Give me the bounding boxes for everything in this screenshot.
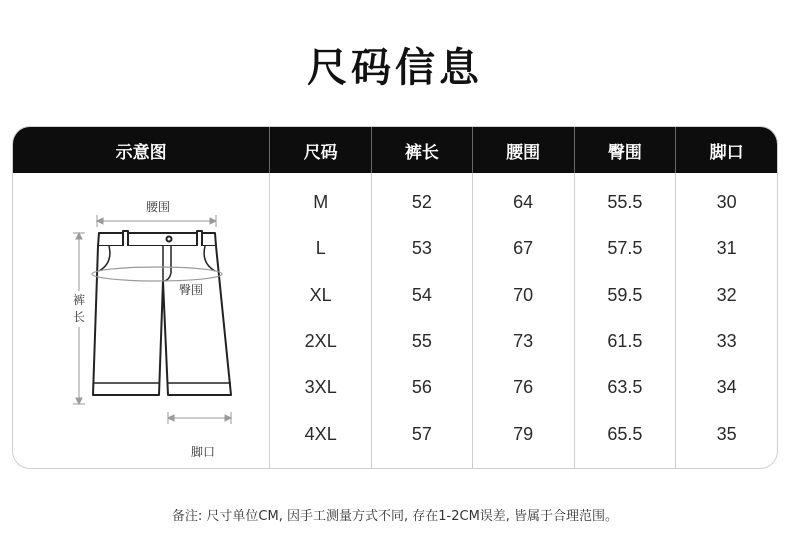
table-cell-hem: 32 bbox=[716, 285, 737, 305]
table-cell-size: 2XL bbox=[304, 331, 337, 351]
table-cell-size: XL bbox=[309, 285, 332, 305]
diagram-hem-label: 脚口 bbox=[190, 445, 216, 459]
table-cell-size: 3XL bbox=[304, 377, 337, 397]
table-cell-length: 53 bbox=[411, 238, 432, 258]
header-length: 裤长 bbox=[372, 127, 473, 173]
table-cell-hem: 33 bbox=[716, 331, 737, 351]
header-diagram: 示意图 bbox=[13, 127, 270, 173]
diagram-hip-label: 臀围 bbox=[178, 283, 204, 297]
shorts-outline bbox=[93, 231, 231, 395]
page-title: 尺码信息 bbox=[307, 45, 483, 91]
diagram-length-label-1: 裤 bbox=[72, 293, 86, 307]
table-cell-waist: 76 bbox=[513, 377, 534, 397]
table-cell-length: 57 bbox=[411, 424, 432, 444]
table-cell-length: 52 bbox=[411, 192, 432, 212]
diagram-waist-label: 腰围 bbox=[145, 200, 171, 214]
table-cell-waist: 70 bbox=[513, 285, 534, 305]
table-header bbox=[13, 127, 777, 173]
table-cell-size: 4XL bbox=[304, 424, 337, 444]
table-cell-waist: 64 bbox=[513, 192, 534, 212]
waist-column bbox=[473, 173, 575, 469]
size-table bbox=[12, 126, 778, 469]
table-cell-hip: 59.5 bbox=[607, 285, 643, 305]
table-cell-size: M bbox=[313, 192, 329, 212]
hip-column bbox=[575, 173, 677, 469]
table-cell-length: 55 bbox=[411, 331, 432, 351]
table-cell-waist: 73 bbox=[513, 331, 534, 351]
table-cell-hem: 31 bbox=[716, 238, 737, 258]
shorts-diagram bbox=[13, 173, 271, 469]
table-cell-hip: 61.5 bbox=[607, 331, 643, 351]
header-hip: 臀围 bbox=[575, 127, 677, 173]
table-cell-hip: 63.5 bbox=[607, 377, 643, 397]
diagram-column bbox=[13, 173, 270, 469]
table-cell-waist: 67 bbox=[513, 238, 534, 258]
waist-arrow bbox=[97, 215, 216, 227]
table-cell-hip: 57.5 bbox=[607, 238, 643, 258]
size-column bbox=[270, 173, 372, 469]
diagram-length-label-2: 长 bbox=[72, 310, 86, 324]
table-cell-waist: 79 bbox=[513, 424, 534, 444]
table-cell-length: 54 bbox=[411, 285, 432, 305]
hem-column bbox=[676, 173, 777, 469]
table-cell-size: L bbox=[315, 238, 326, 258]
table-cell-hem: 30 bbox=[716, 192, 737, 212]
hem-arrow bbox=[168, 412, 231, 424]
table-body bbox=[13, 173, 777, 469]
table-cell-hem: 34 bbox=[716, 377, 737, 397]
header-hem: 脚口 bbox=[709, 142, 744, 163]
table-cell-hip: 55.5 bbox=[607, 192, 643, 212]
table-cell-hem: 35 bbox=[716, 424, 737, 444]
header-size: 尺码 bbox=[270, 127, 372, 173]
footnote: 备注: 尺寸单位CM, 因手工测量方式不同, 存在1-2CM误差, 皆属于合理范围。 bbox=[171, 509, 619, 524]
header-waist: 腰围 bbox=[473, 127, 575, 173]
length-column bbox=[372, 173, 473, 469]
table-cell-hip: 65.5 bbox=[607, 424, 643, 444]
table-cell-length: 56 bbox=[411, 377, 432, 397]
